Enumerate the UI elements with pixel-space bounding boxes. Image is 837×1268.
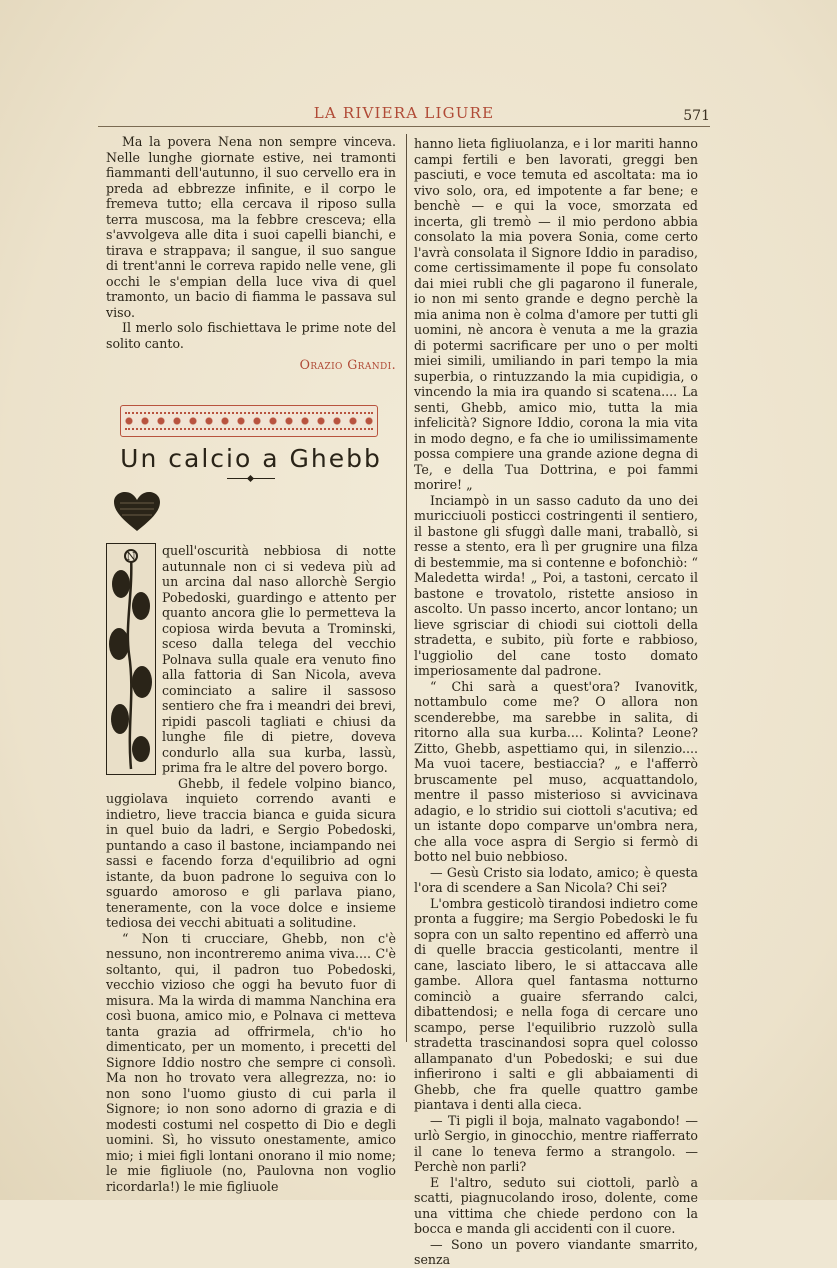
paragraph: Ma la povera Nena non sempre vinceva. Nelle lunghe giornate estive, nei tramonti fiammanti dell'autunno, il suo cervello era in preda ad ebbrezze infinite, e il corpo le fremeva tutto; ella cercava il riposo sulla terra muscosa, ma la febbre cresceva; ella s'avvolgeva alle dita i suoi capelli bianchi, e tirava e strappava; il sangue, il suo sangue di trent'anni le correva rapido nelle vene, gli occhi le s'empian della luce viva di quel tramonto, un bacio di fiamma le passava sul viso. — [106, 134, 396, 320]
paragraph: — Ti pigli il boja, malnato vagabondo! — urlò Sergio, in ginocchio, mentre riafferrato il cane lo teneva fermo a strangolo. — Perchè non parli? — [414, 1112, 698, 1174]
paragraph: L'ombra gesticolò tirandosi indietro come pronta a fuggire; ma Sergio Pobedoski le fu sopra con un salto repentino ed afferrò una di quelle braccia gesticolanti, mentre il cane, lasciato libero, le si attaccava alle gambe. Allora quel fantasma notturno cominciò a guaire sferrando calci, dibattendosi; e nella foga di cercare uno scampo, perse l'equilibrio ruzzolò sulla stradetta trascinandosi sopra quel colosso allampanato d'un Pobedoski; e sui due infierirono i salti e gli abbaiamenti di Ghebb, che fra quelle quattro gambe piantava i denti alla cieca. — [414, 895, 698, 1112]
left-column — [106, 134, 396, 1194]
dropcap-letter: N — [126, 550, 136, 563]
page-header — [98, 102, 710, 127]
paragraph: “ Chi sarà a quest'ora? Ivanovitk, nottambulo come me? O allora non scenderebbe, ma sarebbe in salita, di ritorno alla sua kurba.... Kolinta? Leone? Zitto, Ghebb, aspettiamo qui, in silenzio.... Ma vuoi tacere, bestiaccia? „ e l'afferrò bruscamente pel muso, acquattandolo, mentre il passo misterioso si avvicinava adagio, e lo stridio sui ciottoli s'acutiva; ed un istante dopo comparve un'ombra nera, che alla voce aspra di Sergio si fermò di botto nel buio nebbioso. — [414, 678, 698, 864]
heart-ornament-icon — [112, 491, 162, 533]
title-divider — [227, 478, 275, 479]
right-column — [414, 136, 698, 1268]
article-title: Un calcio a Ghebb — [120, 443, 382, 473]
paragraph: E l'altro, seduto sui ciottoli, parlò a scatti, piagnucolando iroso, dolente, come una vittima che chiede perdono con la bocca e manda gli accidenti con il cuore. — [414, 1174, 698, 1236]
decorated-initial-illustration — [106, 543, 156, 775]
paragraph: hanno lieta figliuolanza, e i lor mariti hanno campi fertili e ben lavorati, greggi ben pasciuti, e voce temuta ed ascoltata: ma io vivo solo, ora, ed impotente a far bene; e benchè — e qui la voce, smorzata ed incerta, gli tremò — il mio perdono abbia consolato la mia povera Sonia, come certo l'avrà consolata il Signore Iddio in paradiso, come certissimamente il pope fu consolato dai miei rubli che gli pagarono il funerale, io non mi sento grande e degno perchè la mia anima non è colma d'amore per tutti gli uomini, nè ancora è venuta a me la grazia di potermi sacrificare per uno o per molti miei simili, umiliando in pari tempo la mia superbia, o rintuzzando la mia cupidigia, o vincendo la mia ira quando si scatena.... La senti, Ghebb, amico mio, tutta la mia infelicità? Signore Iddio, corona la mia vita in modo degno, e fa che io umilissimamente possa compiere una grande azione degna di Te, e della Tua Dottrina, e poi fammi morire! „ — [414, 136, 698, 492]
paragraph: “ Non ti crucciare, Ghebb, non c'è nessuno, non incontreremo anima viva.... C'è soltanto, qui, il padron tuo Pobedoski, vecchio vizioso che oggi ha bevuto fuor di misura. Ma la wirda di mamma Nanchina era così buona, amico mio, e Polnava ci metteva tanta grazia ad offrirmela, ch'io ho dimenticato, per un momento, i precetti del Signore Iddio nostro che sempre ci consolì. Ma non ho trovato vera allegrezza, no: io non sono l'uomo giusto di cui parla il Signore; io non sono adorno di grazia e di modesti costumi nel cospetto di Dio e degli uomini. Sì, ho vissuto onestamente, amico mio; i miei figli lontani onorano il mio nome; le mie figliuole (no, Paulovna non voglio ricordarla!) le mie figliuole — [106, 930, 396, 1194]
paragraph: — Sono un povero viandante smarrito, senza — [414, 1236, 698, 1267]
page-number: 571 — [683, 108, 710, 124]
paragraph: Il merlo solo fischiettava le prime note del solito canto. — [106, 320, 396, 351]
paragraph: Ghebb, il fedele volpino bianco, uggiolava inquieto correndo avanti e indietro, lieve traccia bianca e guida sicura in quel buio da ladri, e Sergio Pobedoski, puntando a caso il bastone, inciampando nei sassi e facendo forza d'equilibrio ad ogni istante, da buon padrone lo seguiva con lo sguardo amoroso e gli parlava piano, teneramente, con la voce dolce e insieme tediosa dei vecchi abituati a solitudine. — [106, 775, 396, 930]
paragraph: quell'oscurità nebbiosa di notte autunnale non ci si vedeva più ad un arcina dal naso allorchè Sergio Pobedoski, guardingo e attento per quanto ancora glie lo permetteva la copiosa wirda bevuta a Trominski, sceso dalla telega del vecchio Polnava sulla quale era venuto fino alla fattoria di San Nicola, aveva cominciato a salire il sassoso sentiero che fra i meandri dei brevi, ripidi pascoli tagliati e chiusi da lunghe file di pietre, doveva condurlo alla sua kurba, lassù, prima fra le altre del povero borgo. — [162, 543, 396, 775]
column-divider — [406, 134, 407, 1042]
running-title: LA RIVIERA LIGURE — [313, 104, 495, 122]
author-signature: Orazio Grandi. — [299, 357, 396, 372]
paragraph: — Gesù Cristo sia lodato, amico; è questa l'ora di scendere a San Nicola? Chi sei? — [414, 864, 698, 895]
decorative-ornament-band — [120, 405, 378, 437]
paragraph: Inciampò in un sasso caduto da uno dei muricciuoli posticci costringenti il sentiero, il bastone gli sfuggì dalle mani, traballò, si resse a stento, era lì per grugnire una filza di bestemmie, ma si contenne e bofonchiò: “ Maledetta wirda! „ Poi, a tastoni, cercato il bastone e trovatolo, ristette ansioso in ascolto. Un passo incerto, ancor lontano; un lieve sgrisciar di chiodi sui ciottoli della stradetta, e subito, più forte e rabbioso, l'uggiolio del cane tosto domato imperiosamente dal padrone. — [414, 492, 698, 678]
